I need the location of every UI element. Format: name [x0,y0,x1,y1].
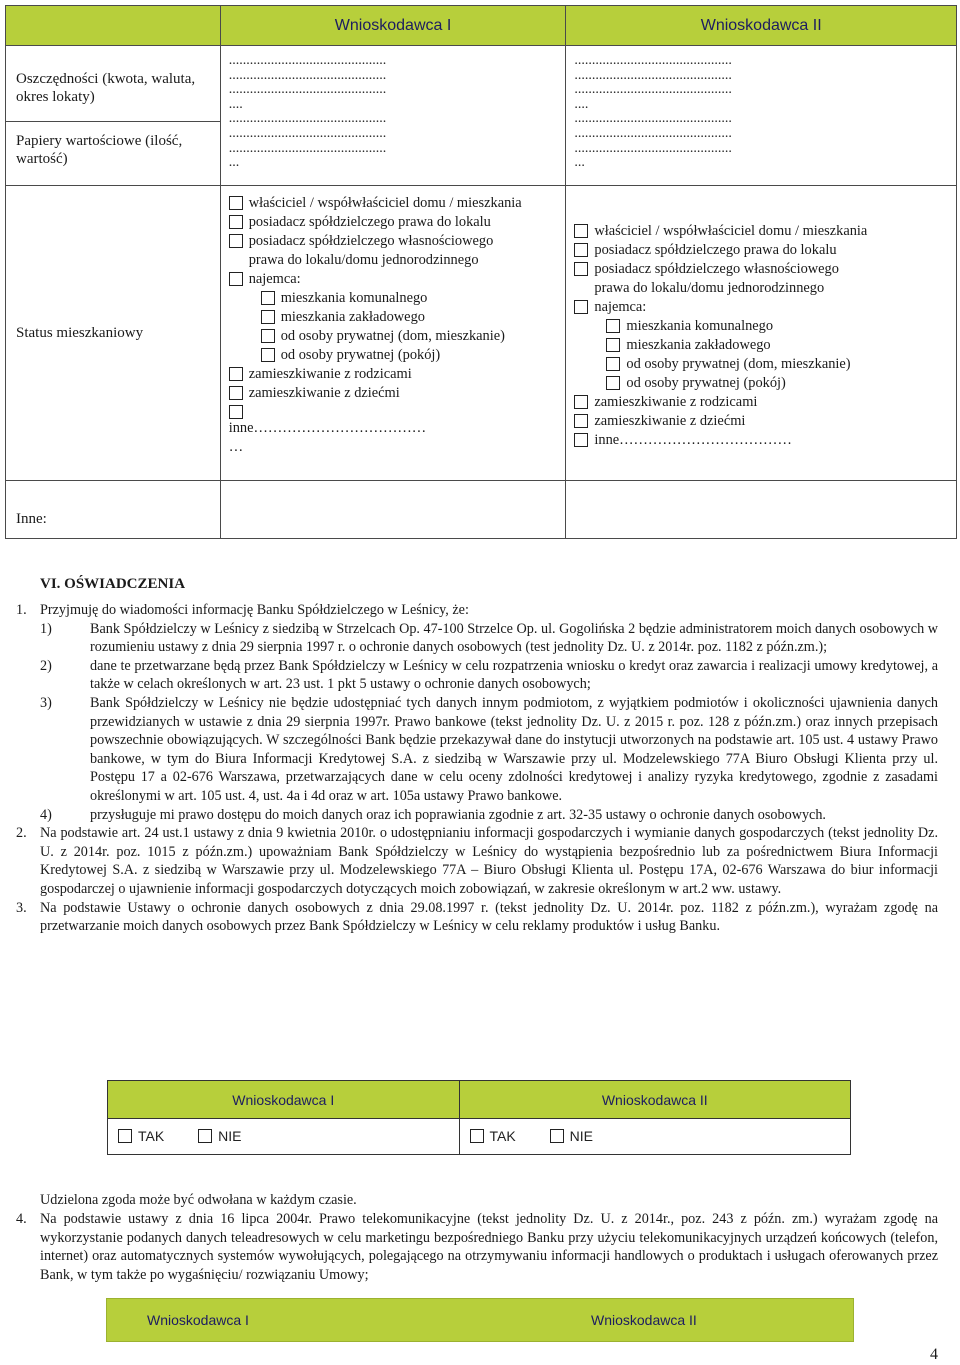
consent-options-applicant-1 [108,1119,460,1155]
option-coop-right[interactable]: posiadacz spółdzielczego prawa do lokalu [574,241,950,260]
checkbox-icon[interactable] [606,376,620,390]
applicant1-housing-status: właściciel / współwłaściciel domu / mieszkania posiadacz spółdzielczego prawa do lokalu posiadacz spółdzielczego własnościowego prawa do lokalu/domu jednorodzinnego najemca: mieszkania komunalnego mieszkania zakładowego od osoby prywatnej (dom, mieszkanie) od osoby prywatnej (pokój) zamieszkiwanie z rodzicami zamieszkiwanie z dziećmi inne……………………………… … [220,186,566,481]
applicant2-housing-status: właściciel / współwłaściciel domu / mieszkania posiadacz spółdzielczego prawa do lokalu posiadacz spółdzielczego własnościowego prawa do lokalu/domu jednorodzinnego najemca: mieszkania komunalnego mieszkania zakładowego od osoby prywatnej (dom, mieszkanie) od osoby prywatnej (pokój) zamieszkiwanie z rodzicami zamieszkiwanie z dziećmi inne……………………………… [566,186,957,481]
option-coop-right[interactable]: posiadacz spółdzielczego prawa do lokalu [229,213,560,232]
checkbox-icon[interactable] [261,291,275,305]
option-parents[interactable]: zamieszkiwanie z rodzicami [229,365,560,384]
checkbox-icon[interactable] [229,272,243,286]
option-parents[interactable]: zamieszkiwanie z rodzicami [574,393,950,412]
statement-1-item: 2) dane te przetwarzane będą przez Bank Spółdzielczy w Leśnicy w celu rozpatrzenia wniosku o kredyt oraz zawarcia i realizacji umowy kredytowej, a także w celach określonych w art. 23 ust. 1 pkt 5 ustawy o ochronie danych osobowych; [40,657,938,693]
checkbox-icon[interactable] [574,395,588,409]
section-title-statements: VI. OŚWIADCZENIA [40,576,186,592]
option-coop-own[interactable]: posiadacz spółdzielczego własnościowego [229,232,560,251]
checkbox-icon[interactable] [606,357,620,371]
financial-status-table [5,5,957,539]
consent-header-applicant-2: Wnioskodawca II [459,1081,850,1119]
header-applicant-2: Wnioskodawca II [566,6,957,46]
checkbox-icon[interactable] [261,348,275,362]
consent-header-applicant-1: Wnioskodawca I [108,1081,460,1119]
savings-label: Oszczędności (kwota, waluta, okres lokaty) [6,46,221,122]
checkbox-icon[interactable] [574,414,588,428]
checkbox-icon[interactable] [574,300,588,314]
option-owner[interactable]: właściciel / współwłaściciel domu / mieszkania [229,194,560,213]
consent-options-applicant-2 [459,1119,850,1155]
applicant1-savings-securities-field[interactable]: ............................................. ............................................. ............................................. .... ............................................. ............................................. ............................................. ... [220,46,566,186]
header-empty-cell [6,6,221,46]
checkbox-icon[interactable] [606,338,620,352]
checkbox-icon[interactable] [198,1129,212,1143]
checkbox-icon[interactable] [606,319,620,333]
statement-1-item: 1) Bank Spółdzielczy w Leśnicy z siedzibą w Strzelcach Op. 47-100 Strzelce Op. ul. Gogolińska 2 będzie administratorem moich danych osobowych w rozumieniu ustawy z dnia 29 sierpnia 1997 r. o ochronie danych osobowych (test jednolity Dz. U. z 2014r. poz. 1182 z późn.zm.); [40,620,938,656]
marketing-consent-table [107,1080,851,1155]
applicant2-savings-securities-field[interactable]: ............................................. ............................................. ............................................. .... ............................................. ............................................. ............................................. ... [566,46,957,186]
option-municipal[interactable]: mieszkania komunalnego [574,317,950,336]
checkbox-icon[interactable] [470,1129,484,1143]
header-applicant-1: Wnioskodawca I [220,6,566,46]
checkbox-icon[interactable] [229,405,243,419]
checkbox-icon[interactable] [261,329,275,343]
checkbox-icon[interactable] [229,215,243,229]
page-number: 4 [930,1346,938,1363]
statement-2: 2. Na podstawie art. 24 ust.1 ustawy z dnia 9 kwietnia 2010r. o udostępnianiu informacji gospodarczych i wymianie danych gospodarczych (tekst jednolity Dz. U. z 2014r. poz. 1015 z późn.zm.) upoważniam Bank Spółdzielczy w Leśnicy do wystąpienia bezpośrednio lub za pośrednictwem Biura Informacji Kredytowej S.A. z siedzibą w Warszawie przy ul. Modzelewskiego 77A – Biuro Obsługi Klienta ul. Postępu 17A, 02-676 Warszawa do biur informacji gospodarczej o ujawnienie informacji gospodarczych dotyczących moich zobowiązań, w zakresie określonym w art.2 ww. ustawy. [16,825,938,897]
securities-label: Papiery wartościowe (ilość, wartość) [6,122,221,186]
signature-header-bar [106,1298,854,1342]
applicant1-other-field[interactable] [220,481,566,539]
applicant2-other-field[interactable] [566,481,957,539]
statement-1: 1. Przyjmuję do wiadomości informację Banku Spółdzielczego w Leśnicy, że: [16,602,469,618]
checkbox-icon[interactable] [229,196,243,210]
option-private-room[interactable]: od osoby prywatnej (pokój) [229,346,560,365]
option-private-room[interactable]: od osoby prywatnej (pokój) [574,374,950,393]
checkbox-icon[interactable] [118,1129,132,1143]
checkbox-icon[interactable] [574,433,588,447]
option-company[interactable]: mieszkania zakładowego [229,308,560,327]
signature-applicant-2: Wnioskodawca II [591,1312,697,1328]
option-municipal[interactable]: mieszkania komunalnego [229,289,560,308]
option-children[interactable]: zamieszkiwanie z dziećmi [229,384,560,403]
statement-1-item: 4) przysługuje mi prawo dostępu do moich danych oraz ich poprawiania zgodnie z art. 32-35 ustawy o ochronie danych osobowych. [40,806,826,823]
signature-applicant-1: Wnioskodawca I [147,1312,249,1328]
consent-no-option[interactable]: NIE [198,1128,241,1144]
consent-no-option[interactable]: NIE [550,1128,593,1144]
checkbox-icon[interactable] [550,1129,564,1143]
option-other-checkbox[interactable] [229,403,560,419]
statements-body [16,601,938,936]
other-label: Inne: [6,481,221,539]
consent-yes-option[interactable]: TAK [118,1128,164,1144]
statement-1-item: 3) Bank Spółdzielczy w Leśnicy nie będzie udostępniać tych danych innym podmiotom, z wyjątkiem podmiotów i okoliczności ujawnienia danych przewidzianych w ustawie z dnia 29 sierpnia 1997r. Prawo bankowe (tekst jednolity Dz. U. z 2015 r. poz. 128 z późn.zm.) oraz innych przepisach powszechnie obowiązujących. W szczególności Bank będzie przekazywał dane do instytucji utworzonych na podstawie art. 105 ust. 4 ustawy Prawo bankowe, w tym do Biura Informacji Kredytowej S.A. z siedzibą w Warszawie przy ul. Modzelewskiego 77A Biuro Obsługi Klienta przy ul. Postępu 17 a 02-676 Warszawa, przetwarzających dane w celu oceny zdolności kredytowej i analizy ryzyka kredytowego, zgodnie z zasadami określonymi w art. 105 ust. 4, ust. 4a i 4d oraz w art. 105a ustawy Prawo bankowe. [40,694,938,804]
option-private-house[interactable]: od osoby prywatnej (dom, mieszkanie) [574,355,950,374]
checkbox-icon[interactable] [261,310,275,324]
statement-3: 3. Na podstawie Ustawy o ochronie danych osobowych z dnia 29.08.1997 r. (tekst jednolity Dz. U. 2014r. poz. 1182 z późn.zm.), wyrażam zgodę na przetwarzanie moich danych osobowych przez Bank Spółdzielczy w Leśnicy w celu reklamy produktów i usług Banku. [16,899,938,935]
checkbox-icon[interactable] [229,367,243,381]
consent-yes-option[interactable]: TAK [470,1128,516,1144]
option-other[interactable]: inne……………………………… [228,420,427,436]
option-owner[interactable]: właściciel / współwłaściciel domu / mieszkania [574,222,950,241]
statement-4: 4. Na podstawie ustawy z dnia 16 lipca 2004r. Prawo telekomunikacyjne (tekst jednolity Dz. U. z 2014r., poz. 243 z późn. zm.) wyrażam zgodę na wykorzystanie podanych danych teleadresowych w celu marketingu bezpośredniego Banku przy użyciu telekomunikacyjnych urządzeń końcowych (telefon, internet) oraz automatycznych systemów wywołujących, polegającego na otrzymywaniu informacji handlowych o produktach i usługach oferowanych przez Bank, w tym także po wygaśnięciu/ rozwiązaniu Umowy; [16,1211,938,1283]
checkbox-icon[interactable] [574,243,588,257]
option-children[interactable]: zamieszkiwanie z dziećmi [574,412,950,431]
option-tenant[interactable]: najemca: [574,298,950,317]
option-other[interactable]: inne……………………………… [574,431,950,450]
checkbox-icon[interactable] [229,234,243,248]
consent-withdrawal-note: Udzielona zgoda może być odwołana w każdym czasie. [40,1192,357,1208]
option-private-house[interactable]: od osoby prywatnej (dom, mieszkanie) [229,327,560,346]
option-company[interactable]: mieszkania zakładowego [574,336,950,355]
checkbox-icon[interactable] [574,262,588,276]
option-coop-own[interactable]: posiadacz spółdzielczego własnościowego [574,260,950,279]
checkbox-icon[interactable] [574,224,588,238]
housing-status-label: Status mieszkaniowy [6,186,221,481]
option-tenant[interactable]: najemca: [229,270,560,289]
checkbox-icon[interactable] [229,386,243,400]
